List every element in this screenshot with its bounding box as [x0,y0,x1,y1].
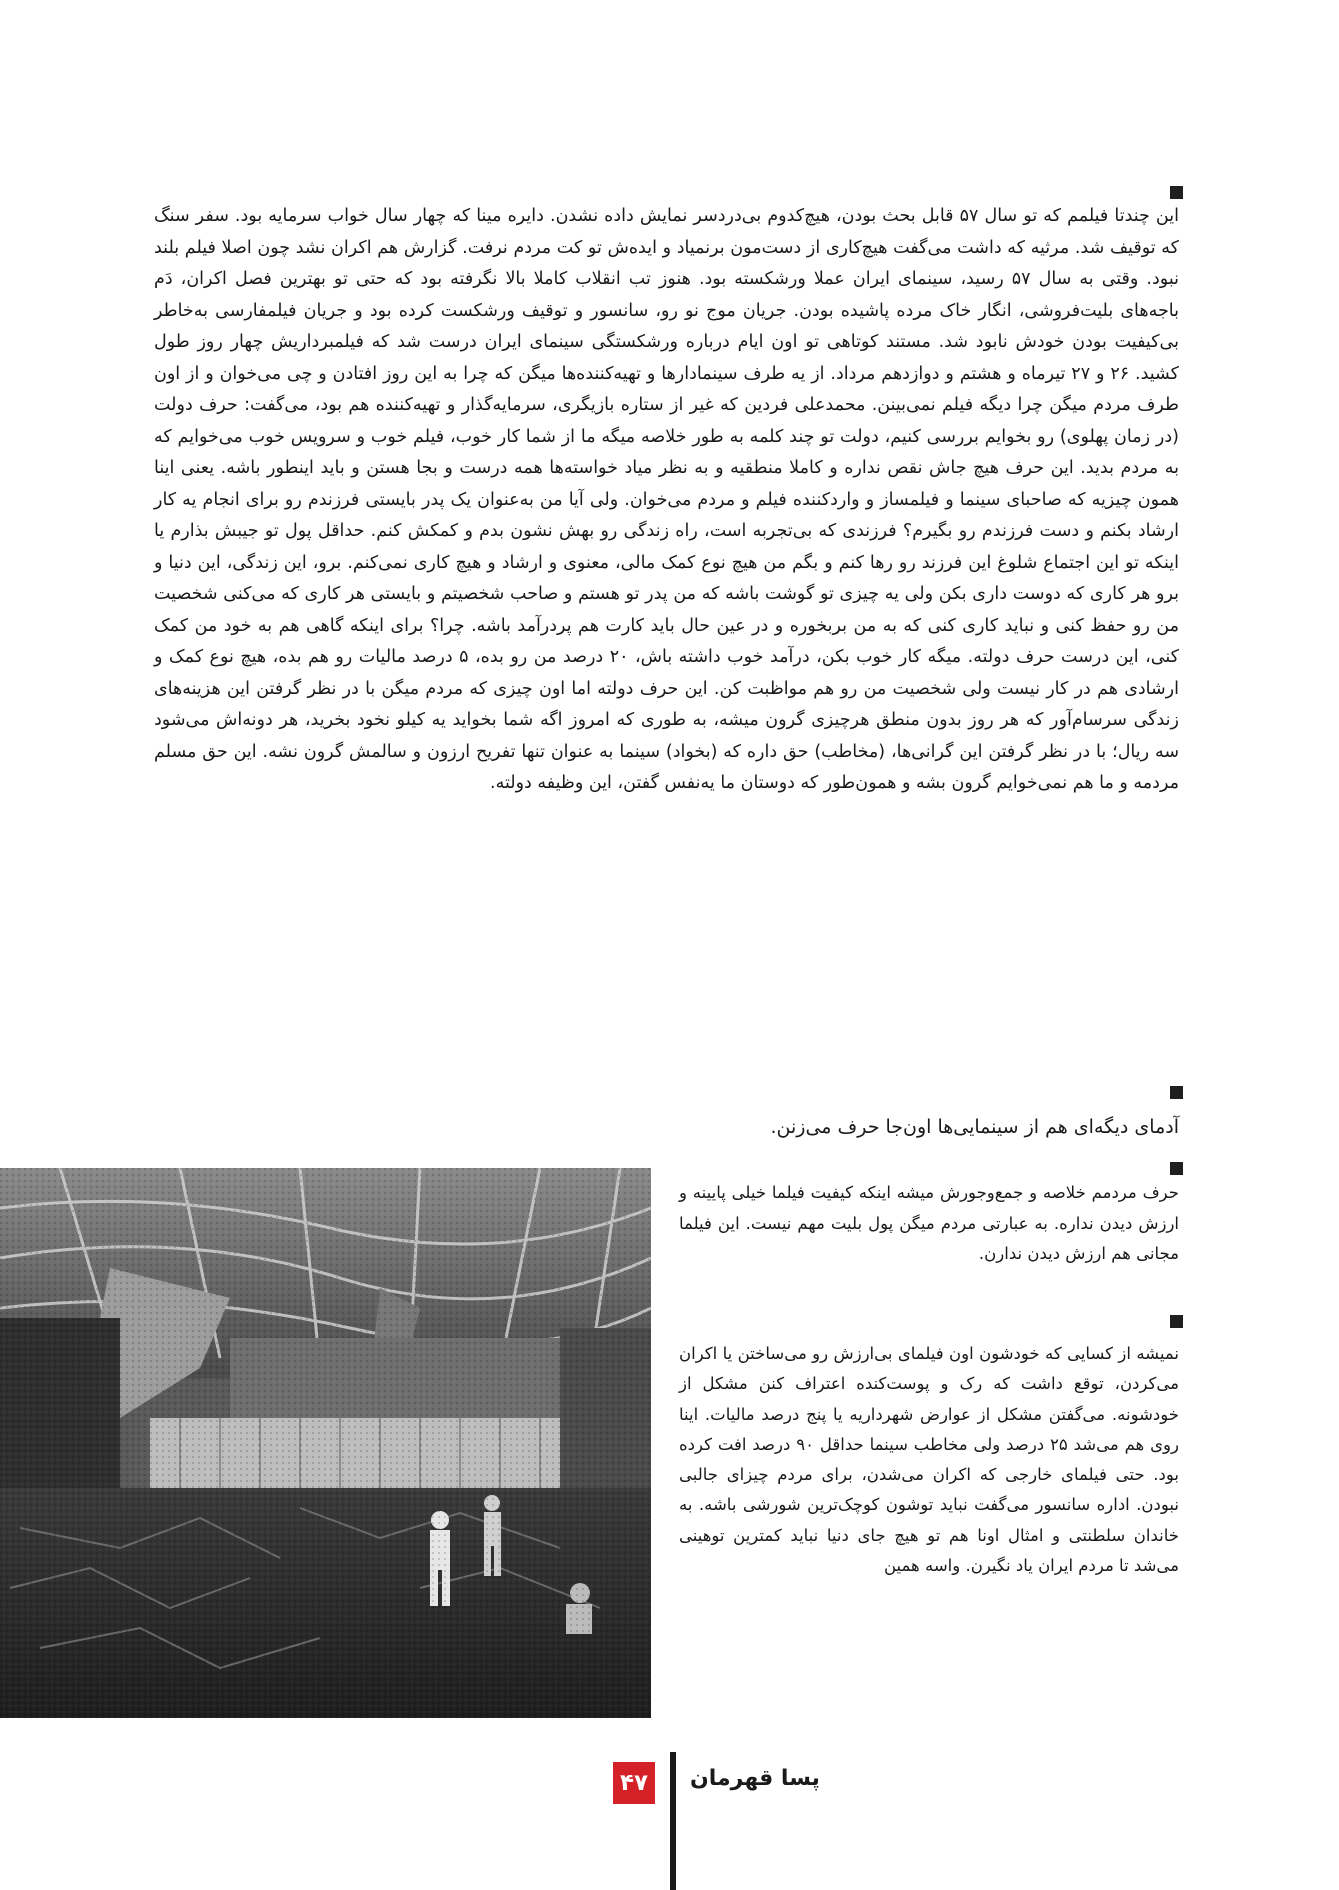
bullet-square-2 [1170,1086,1183,1099]
bullet-square-3 [1170,1162,1183,1175]
paragraph-others-talk: آدمای دیگه‌ای هم از سینمایی‌ها اون‌جا حرف می‌زنن. [770,1116,1179,1138]
photo-grain [0,1168,651,1718]
bullet-square-4 [1170,1315,1183,1328]
page-number: ۴۷ [613,1762,655,1804]
main-paragraph: این چندتا فیلمم که تو سال ۵۷ قابل بحث بودن، هیچ‌کدوم بی‌دردسر نمایش داده نشدن. دایره مینا که چهار سال خواب سرمایه بود. سفر سنگ که توقیف شد. مرثیه که داشت می‌گفت هیچ‌کاری از دست‌مون برنمیاد و ایده‌ش تو کت مردم نرفت. گزارش هم اکران نشد چون اصلا فیلم بلند نبود. وقتی به سال ۵۷ رسید، سینمای ایران عملا ورشکسته بود. هنوز تب انقلاب کاملا بالا نگرفته بود که حتی تو بهترین فصل اکران، دَم باجه‌های بلیت‌فروشی، انگار خاک مرده پاشیده بودن. جریان موج نو رو، سانسور و توقیف ورشکست کرده بود و جریان فیلمفارسی به‌خاطر بی‌کیفیت بودن خودش نابود شد. مستند کوتاهی تو اون ایام درباره ورشکستگی سینمای ایران درست شد که فیلمبرداریش چهار روز طول کشید. ۲۶ و ۲۷ تیرماه و هشتم و دوازدهم مرداد. از یه طرف سینمادارها و تهیه‌کننده‌ها میگن که چرا به این روز افتادن و چی می‌خوان و از اون طرف مردم میگن چرا دیگه فیلم نمی‌بینن. محمدعلی فردین که غیر از ستاره بازیگری، سرمایه‌گذار و تهیه‌کننده هم بود، می‌گفت: حرف دولت (در زمان پهلوی) رو بخوایم بررسی کنیم، دولت تو چند کلمه به طور خلاصه میگه ما از شما کار خوب، فیلم خوب و سرویس خوب می‌خوایم که به مردم بدید. این حرف هیچ جاش نقص نداره و کاملا منطقیه و به نظر میاد خواسته‌ها همه درست و بجا هستن و باید اینطور باشه. یعنی اینا همون چیزیه که صاحبای سینما و فیلمساز و واردکننده فیلم و مردم می‌خوان. ولی آیا من به‌عنوان یک پدر بایستی فرزندم رو برای انجام یه کار ارشاد بکنم و دست فرزندم رو بگیرم؟ فرزندی که بی‌تجربه است، راه زندگی رو بهش نشون بدم و کمکش کنم. حداقل پول تو جیبش بذارم یا اینکه تو این اجتماع شلوغ این فرزند رو رها کنم و بگم من هیچ نوع کمک مالی، معنوی و ارشاد و هیچ کاری نمی‌کنم. برو، این زندگی، این دنیا و برو هر کاری که دوست داری بکن ولی یه چیزی تو گوشت باشه که من پدر تو هستم و صاحب شخصیتم و بایستی هر کاری که می‌کنی شخصیت من رو حفظ کنی و نباید کاری کنی که به من بربخوره و در عین حال باید کارت هم پردرآمد باشه. چرا؟ برای اینکه گاهی هم به خود من کمک کنی، این درست حرف دولته. میگه کار خوب بکن، درآمد خوب داشته باش، ۲۰ درصد من رو بده، ۵ درصد مالیات رو هم بده، هیچ نوع کمک و ارشادی هم در کار نیست ولی شخصیت من رو هم مواظبت کن. این حرف دولته اما اون چیزی که مردم میگن با در نظر گرفتن این هزینه‌های زندگی سرسام‌آور که هر روز بدون منطق هرچیزی گرون میشه، به طوری که امروز اگه شما بخواید یه کیلو نخود بخرید، هر دونه‌اش می‌شود سه ریال؛ با در نظر گرفتن این گرانی‌ها، (مخاطب) حق داره که (بخواد) سینما به عنوان تنها تفریح ارزون و سالمش گرون نشه. این حق مسلم مردمه و ما هم نمی‌خوایم گرون بشه و همون‌طور که دوستان ما یه‌نفس گفتن، این وظیفه دولته. [154,206,1179,793]
burned-cinema-photo [0,1168,651,1718]
bullet-square-1 [1170,186,1183,199]
paragraph-producers-excuses: نمیشه از کسایی که خودشون اون فیلمای بی‌ارزش رو می‌ساختن یا اکران می‌کردن، توقع داشت که رک و پوست‌کنده اعتراف کنن مشکل از خودشونه. می‌گفتن مشکل از عوارض شهرداریه یا پنج درصد مالیات. اینا روی هم می‌شد ۲۵ درصد ولی مخاطب سینما حداقل ۹۰ درصد افت کرده بود. حتی فیلمای خارجی که اکران می‌شدن، برای مردم چیزای جالبی نبودن. اداره سانسور می‌گفت نباید توشون کوچک‌ترین شورشی باشه. به خاندان سلطنتی و امثال اونا هم تو هیچ جای دنیا نباید کمترین توهینی می‌شد تا مردم ایران یاد نگیرن. واسه همین [679,1344,1179,1576]
paragraph-people-opinion: حرف مردمم خلاصه و جمع‌وجورش میشه اینکه کیفیت فیلما خیلی پایینه و ارزش دیدن نداره. به عبارتی مردم میگن پول بلیت مهم نیست. این فیلما مجانی هم ارزش دیدن ندارن. [679,1183,1179,1263]
footer-divider [670,1752,676,1890]
magazine-name: پسا قهرمان [690,1766,820,1791]
